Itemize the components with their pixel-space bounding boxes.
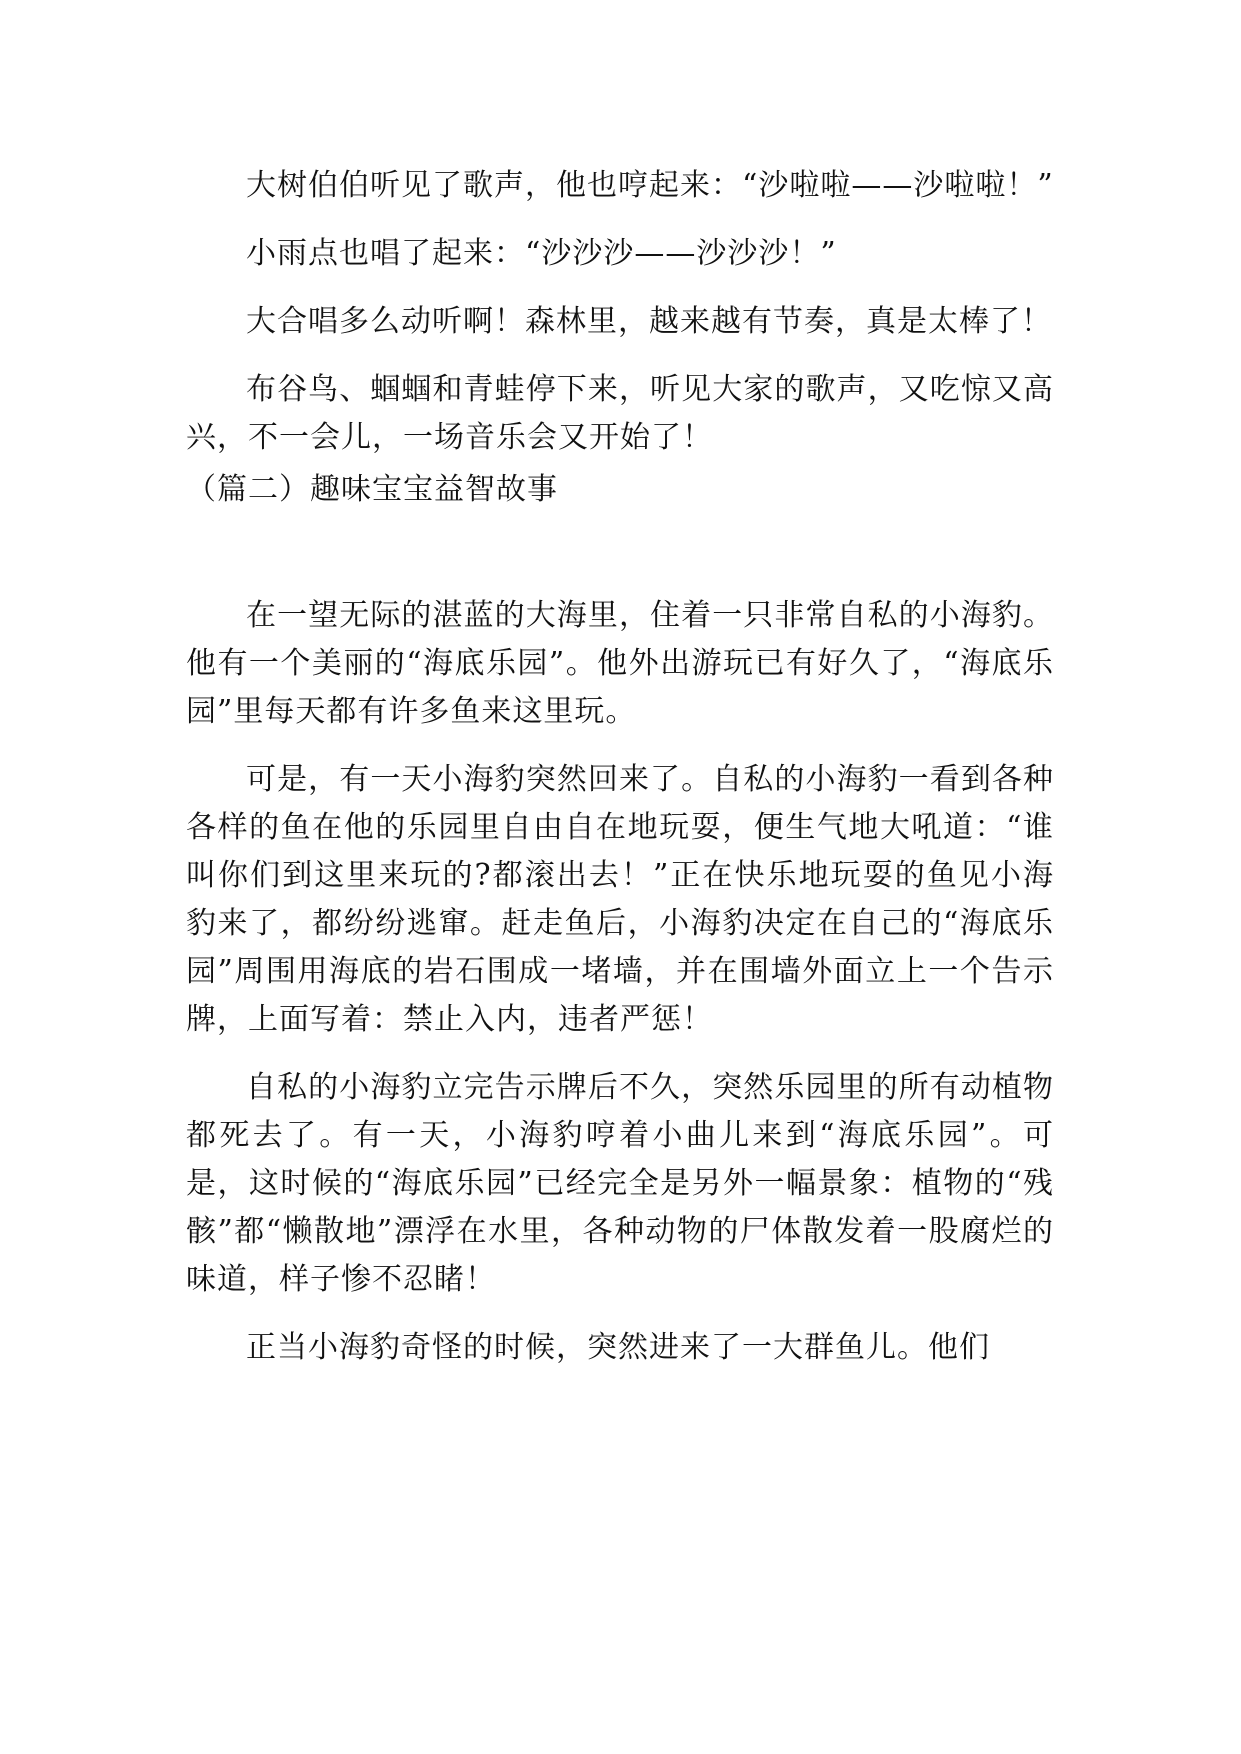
paragraph: 可是，有一天小海豹突然回来了。自私的小海豹一看到各种各样的鱼在他的乐园里自由自在地玩耍，便生气地大吼道：“谁叫你们到这里来玩的?都滚出去！”正在快乐地玩耍的鱼见小海豹来了，都纷纷逃窜。赶走鱼后，小海豹决定在自己的“海底乐园”周围用海底的岩石围成一堵墙，并在围墙外面立上一个告示牌，上面写着：禁止入内，违者严惩！ — [186, 762, 1054, 1037]
paragraph: 在一望无际的湛蓝的大海里，住着一只非常自私的小海豹。他有一个美丽的“海底乐园”。他外出游玩已有好久了，“海底乐园”里每天都有许多鱼来这里玩。 — [186, 598, 1054, 729]
paragraph: 正当小海豹奇怪的时候，突然进来了一大群鱼儿。他们 — [246, 1330, 990, 1365]
paragraph: 大合唱多么动听啊！森林里，越来越有节奏，真是太棒了！ — [246, 304, 1052, 339]
paragraph: 小雨点也唱了起来：“沙沙沙——沙沙沙！” — [246, 236, 837, 271]
paragraph: 自私的小海豹立完告示牌后不久，突然乐园里的所有动植物都死去了。有一天，小海豹哼着小曲儿来到“海底乐园”。可是，这时候的“海底乐园”已经完全是另外一幅景象：植物的“残骸”都“懒散地”漂浮在水里，各种动物的尸体散发着一股腐烂的味道，样子惨不忍睹！ — [186, 1070, 1054, 1297]
document-body — [186, 162, 1054, 1372]
paragraph: 布谷鸟、蝈蝈和青蛙停下来，听见大家的歌声，又吃惊又高兴，不一会儿，一场音乐会又开始了！ — [186, 372, 1054, 455]
paragraph: 大树伯伯听见了歌声，他也哼起来：“沙啦啦——沙啦啦！” — [246, 168, 1054, 203]
section-title: （篇二）趣味宝宝益智故事 — [186, 472, 558, 507]
